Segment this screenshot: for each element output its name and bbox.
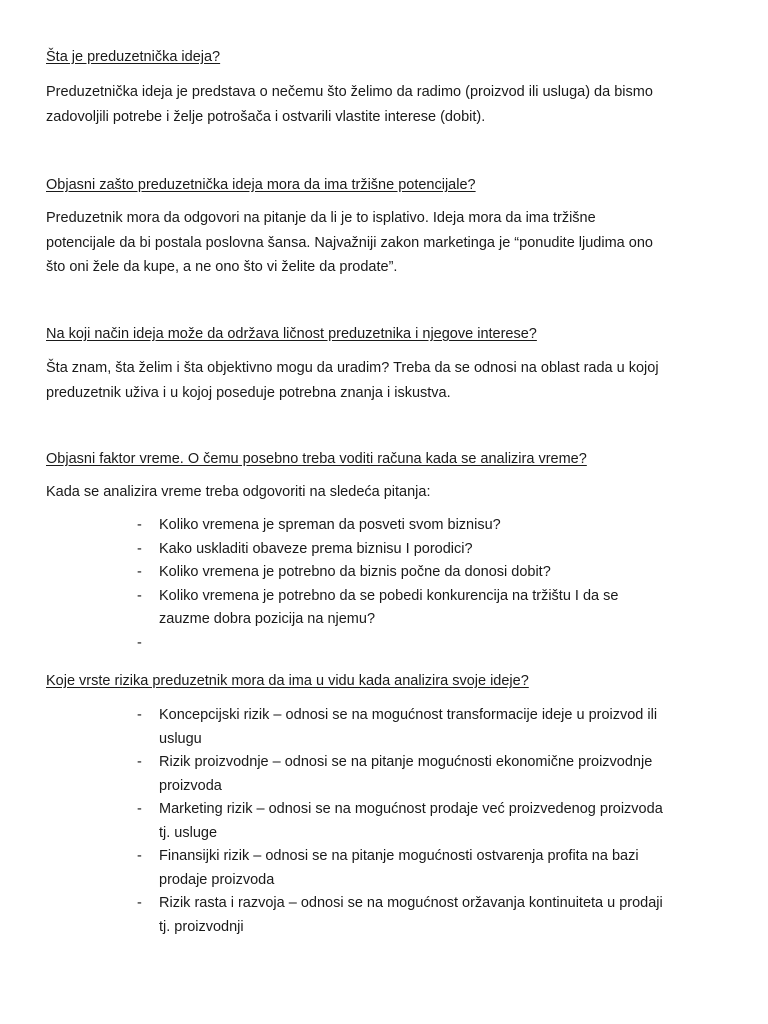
question-heading-3: Na koji način ideja može da održava ličnost preduzetnika i njegove interese?: [46, 326, 537, 342]
list-item: [0, 704, 768, 751]
list-marker: -: [137, 587, 142, 604]
answer-paragraph-4: [46, 480, 736, 505]
list-item: [0, 798, 768, 845]
list-item-text: tj. usluge: [159, 824, 218, 841]
list-item: [0, 892, 768, 939]
list-item-text: [159, 632, 729, 656]
list-item: [0, 845, 768, 892]
answer-line: Preduzetnik mora da odgovori na pitanje da li je to isplativo. Ideja mora da ima tržišne: [46, 210, 596, 226]
list-marker: -: [137, 801, 142, 817]
list-item-text: Rizik rasta i razvoja – odnosi se na mogućnost oržavanja kontinuiteta u prodaji: [159, 895, 663, 911]
list-item-text: Koliko vremena je potrebno da biznis počne da donosi dobit?: [159, 564, 551, 580]
list-item-text: uslugu: [159, 730, 202, 747]
answer-paragraph-1: [46, 80, 736, 129]
question-heading-4: Objasni faktor vreme. O čemu posebno treba voditi računa kada se analizira vreme?: [46, 451, 587, 467]
answer-paragraph-3: [46, 356, 736, 405]
list-item-text: tj. proizvodnji: [159, 918, 244, 935]
list-item-text: Finansijki rizik – odnosi se na pitanje mogućnosti ostvarenja profita na bazi: [159, 848, 639, 864]
list-item-text: Marketing rizik – odnosi se na mogućnost prodaje već proizvedenog proizvoda: [159, 801, 663, 817]
list-marker: -: [137, 540, 142, 557]
list-marker: -: [137, 634, 142, 651]
list-marker: -: [137, 707, 142, 723]
list-item-text: Koliko vremena je potrebno da se pobedi konkurencija na tržištu I da se: [159, 587, 619, 604]
list-marker: -: [137, 564, 142, 580]
answer-line: preduzetnik uživa i u kojoj poseduje potrebna znanja i iskustva.: [46, 384, 451, 401]
list-item-text: prodaje proizvoda: [159, 871, 275, 888]
list-marker: -: [137, 895, 142, 911]
list-item: [0, 514, 768, 538]
list-marker: -: [137, 848, 142, 864]
answer-line: što oni žele da kupe, a ne ono što vi želite da prodate”.: [46, 259, 398, 275]
list-item: [0, 751, 768, 798]
answer-line: Šta znam, šta želim i šta objektivno mogu da uradim? Treba da se odnosi na oblast rada u kojoj: [46, 360, 659, 376]
answer-line: potencijale da bi postala poslovna šansa. Najvažniji zakon marketinga je “ponudite ljudima ono: [46, 234, 653, 251]
question-heading-2: Objasni zašto preduzetnička ideja mora da ima tržišne potencijale?: [46, 177, 476, 193]
answer-line: Kada se analizira vreme treba odgovoriti na sledeća pitanja:: [46, 484, 431, 500]
list-item-text: proizvoda: [159, 777, 222, 794]
answer-line: zadovoljili potrebe i želje potrošača i ostvarili vlastite interese (dobit).: [46, 108, 486, 125]
list-item-text: Koncepcijski rizik – odnosi se na mogućnost transformacije ideje u proizvod ili: [159, 707, 658, 723]
question-heading-5: Koje vrste rizika preduzetnik mora da ima u vidu kada analizira svoje ideje?: [46, 673, 529, 689]
question-heading-1: Šta je preduzetnička ideja?: [46, 49, 221, 65]
list-item: [0, 585, 768, 632]
list-item-text: zauzme dobra pozicija na njemu?: [159, 611, 376, 627]
time-questions-list: [0, 514, 768, 655]
answer-paragraph-2: [46, 206, 736, 280]
list-item-text: Kako uskladiti obaveze prema biznisu I porodici?: [159, 540, 473, 557]
list-item: [0, 538, 768, 562]
list-item-text: Rizik proizvodnje – odnosi se na pitanje mogućnosti ekonomične proizvodnje: [159, 754, 653, 770]
list-marker: -: [137, 754, 142, 770]
list-item: [0, 561, 768, 585]
list-marker: -: [137, 517, 142, 533]
list-item-empty: [0, 632, 768, 656]
answer-line: Preduzetnička ideja je predstava o nečemu što želimo da radimo (proizvod ili usluga) da bismo: [46, 84, 653, 100]
risk-types-list: [0, 704, 768, 939]
list-item-text: Koliko vremena je spreman da posveti svom biznisu?: [159, 517, 501, 533]
